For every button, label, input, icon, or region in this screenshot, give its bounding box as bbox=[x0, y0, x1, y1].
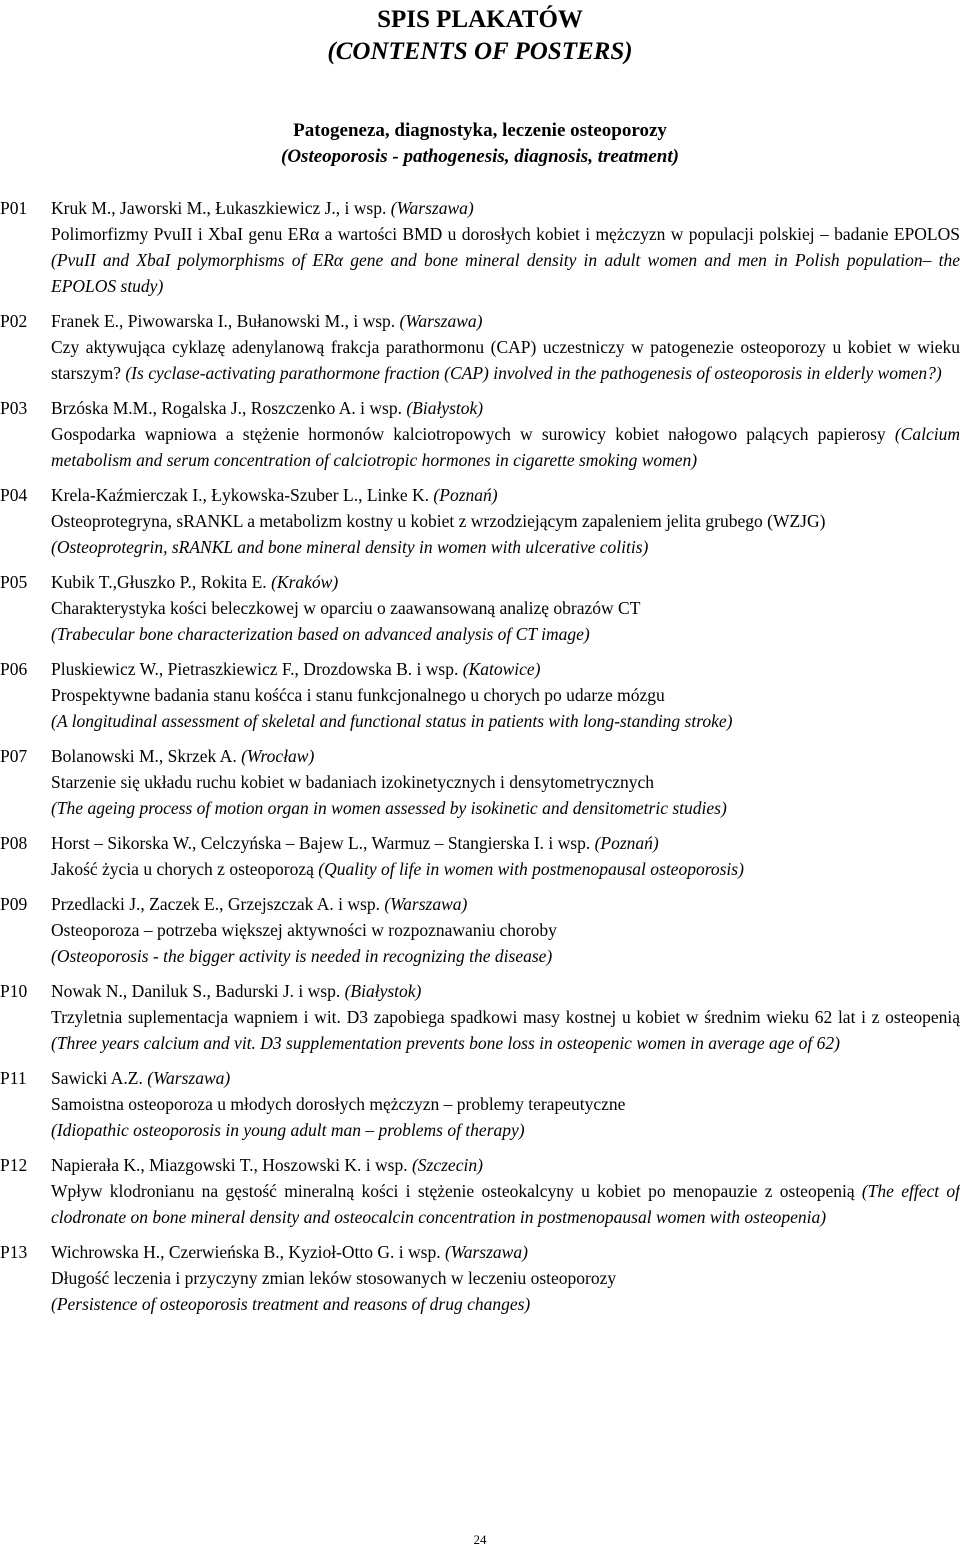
poster-title-pl: Starzenie się układu ruchu kobiet w badaniach izokinetycznych i densytometrycznych bbox=[51, 772, 655, 792]
poster-title-en: (Osteoporosis - the bigger activity is needed in recognizing the disease) bbox=[51, 946, 553, 966]
poster-body bbox=[51, 830, 960, 882]
poster-city: (Białystok) bbox=[344, 981, 422, 1001]
poster-title-en: (Is cyclase-activating parathormone fraction (CAP) involved in the pathogenesis of osteoporosis in elderly women?) bbox=[125, 363, 942, 383]
poster-body bbox=[51, 1152, 960, 1230]
poster-number: P06 bbox=[0, 659, 28, 679]
poster-city: (Białystok) bbox=[406, 398, 484, 418]
poster-number: P10 bbox=[0, 981, 28, 1001]
poster-authors: Sawicki A.Z. bbox=[51, 1068, 143, 1088]
poster-title-pl: Jakość życia u chorych z osteoporozą bbox=[51, 859, 314, 879]
section-title-en: (Osteoporosis - pathogenesis, diagnosis, treatment) bbox=[281, 146, 679, 167]
poster-title-en: (The effect of clodronate on bone mineral density and osteocalcin concentration in postmenopausal women with osteopenia) bbox=[51, 1181, 960, 1227]
poster-entry bbox=[0, 1239, 960, 1317]
poster-entry bbox=[0, 978, 960, 1056]
poster-number: P03 bbox=[0, 398, 28, 418]
poster-title-en: (Persistence of osteoporosis treatment and reasons of drug changes) bbox=[51, 1294, 531, 1314]
page-title: SPIS PLAKATÓW bbox=[377, 6, 583, 33]
poster-body bbox=[51, 743, 960, 821]
poster-title-en: (Osteoprotegrin, sRANKL and bone mineral density in women with ulcerative colitis) bbox=[51, 537, 649, 557]
poster-list bbox=[0, 195, 960, 1326]
poster-city: (Warszawa) bbox=[384, 894, 468, 914]
poster-city: (Warszawa) bbox=[399, 311, 483, 331]
poster-entry bbox=[0, 743, 960, 821]
poster-title-pl: Trzyletnia suplementacja wapniem i wit. D3 zapobiega spadkowi masy kostnej u kobiet w średnim wieku 62 lat i z osteopenią bbox=[51, 1007, 960, 1027]
poster-number: P02 bbox=[0, 311, 28, 331]
poster-entry bbox=[0, 830, 960, 882]
poster-city: (Wrocław) bbox=[241, 746, 315, 766]
poster-title-en: (Three years calcium and vit. D3 supplementation prevents bone loss in osteopenic women in average age of 62) bbox=[51, 1033, 840, 1053]
poster-body bbox=[51, 569, 960, 647]
poster-entry bbox=[0, 1065, 960, 1143]
poster-number: P09 bbox=[0, 894, 28, 914]
poster-entry bbox=[0, 891, 960, 969]
poster-authors: Kubik T.,Głuszko P., Rokita E. bbox=[51, 572, 267, 592]
poster-title-pl: Długość leczenia i przyczyny zmian leków stosowanych w leczeniu osteoporozy bbox=[51, 1268, 617, 1288]
poster-number: P11 bbox=[0, 1068, 27, 1088]
poster-entry bbox=[0, 656, 960, 734]
section-title-pl: Patogeneza, diagnostyka, leczenie osteoporozy bbox=[293, 120, 667, 141]
poster-title-en: (Trabecular bone characterization based on advanced analysis of CT image) bbox=[51, 624, 590, 644]
poster-authors: Franek E., Piwowarska I., Bułanowski M., i wsp. bbox=[51, 311, 396, 331]
poster-title-en: (PvuII and XbaI polymorphisms of ERα gene and bone mineral density in adult women and men in Polish population– the EPOLOS study) bbox=[51, 250, 960, 296]
poster-number: P08 bbox=[0, 833, 28, 853]
poster-entry bbox=[0, 482, 960, 560]
poster-authors: Bolanowski M., Skrzek A. bbox=[51, 746, 237, 766]
poster-entry bbox=[0, 195, 960, 299]
poster-title-pl: Gospodarka wapniowa a stężenie hormonów kalciotropowych w surowicy kobiet nałogowo palących papierosy bbox=[51, 424, 886, 444]
poster-entry bbox=[0, 395, 960, 473]
poster-entry bbox=[0, 569, 960, 647]
poster-title-pl: Czy aktywująca cyklazę adenylanową frakcja parathormonu (CAP) uczestniczy w patogenezie osteoporozy u kobiet w wieku starszym? bbox=[51, 337, 960, 383]
poster-city: (Szczecin) bbox=[411, 1155, 483, 1175]
poster-authors: Brzóska M.M., Rogalska J., Roszczenko A. i wsp. bbox=[51, 398, 402, 418]
poster-authors: Horst – Sikorska W., Celczyńska – Bajew L., Warmuz – Stangierska I. i wsp. bbox=[51, 833, 591, 853]
poster-city: (Warszawa) bbox=[147, 1068, 231, 1088]
poster-city: (Warszawa) bbox=[444, 1242, 528, 1262]
poster-authors: Pluskiewicz W., Pietraszkiewicz F., Drozdowska B. i wsp. bbox=[51, 659, 459, 679]
poster-body bbox=[51, 195, 960, 299]
poster-title-pl: Osteoporoza – potrzeba większej aktywności w rozpoznawaniu choroby bbox=[51, 920, 557, 940]
poster-body bbox=[51, 308, 960, 386]
poster-body bbox=[51, 482, 960, 560]
poster-title-pl: Wpływ klodronianu na gęstość mineralną kości i stężenie osteokalcyny u kobiet po menopauzie z osteopenią bbox=[51, 1181, 855, 1201]
poster-number: P05 bbox=[0, 572, 28, 592]
poster-entry bbox=[0, 308, 960, 386]
poster-number: P13 bbox=[0, 1242, 28, 1262]
poster-body bbox=[51, 656, 960, 734]
poster-title-en: (A longitudinal assessment of skeletal and functional status in patients with long-standing stroke) bbox=[51, 711, 733, 731]
poster-authors: Napierała K., Miazgowski T., Hoszowski K. i wsp. bbox=[51, 1155, 408, 1175]
poster-city: (Katowice) bbox=[462, 659, 541, 679]
poster-title-pl: Samoistna osteoporoza u młodych dorosłych mężczyzn – problemy terapeutyczne bbox=[51, 1094, 626, 1114]
poster-title-pl: Polimorfizmy PvuII i XbaI genu ERα a wartości BMD u dorosłych kobiet i mężczyzn w populacji polskiej – badanie EPOLOS bbox=[51, 224, 960, 244]
poster-number: P04 bbox=[0, 485, 28, 505]
poster-title-en: (Calcium metabolism and serum concentration of calciotropic hormones in cigarette smoking women) bbox=[51, 424, 960, 470]
poster-body bbox=[51, 395, 960, 473]
poster-entry bbox=[0, 1152, 960, 1230]
poster-body bbox=[51, 1239, 960, 1317]
poster-city: (Poznań) bbox=[433, 485, 498, 505]
poster-title-pl: Prospektywne badania stanu kośćca i stanu funkcjonalnego u chorych po udarze mózgu bbox=[51, 685, 665, 705]
poster-body bbox=[51, 1065, 960, 1143]
poster-authors: Krela-Kaźmierczak I., Łykowska-Szuber L., Linke K. bbox=[51, 485, 430, 505]
poster-city: (Poznań) bbox=[594, 833, 659, 853]
poster-city: (Kraków) bbox=[271, 572, 339, 592]
poster-authors: Wichrowska H., Czerwieńska B., Kyzioł-Otto G. i wsp. bbox=[51, 1242, 441, 1262]
poster-title-pl: Osteoprotegryna, sRANKL a metabolizm kostny u kobiet z wrzodziejącym zapaleniem jelita grubego (WZJG) bbox=[51, 511, 826, 531]
poster-title-en: (Idiopathic osteoporosis in young adult man – problems of therapy) bbox=[51, 1120, 525, 1140]
poster-title-pl: Charakterystyka kości beleczkowej w oparciu o zaawansowaną analizę obrazów CT bbox=[51, 598, 641, 618]
poster-number: P01 bbox=[0, 198, 28, 218]
poster-authors: Nowak N., Daniluk S., Badurski J. i wsp. bbox=[51, 981, 341, 1001]
poster-number: P07 bbox=[0, 746, 28, 766]
page-subtitle: (CONTENTS OF POSTERS) bbox=[327, 38, 633, 65]
poster-title-en: (The ageing process of motion organ in women assessed by isokinetic and densitometric studies) bbox=[51, 798, 727, 818]
poster-number: P12 bbox=[0, 1155, 28, 1175]
poster-title-en: (Quality of life in women with postmenopausal osteoporosis) bbox=[318, 859, 744, 879]
poster-authors: Przedlacki J., Zaczek E., Grzejszczak A. i wsp. bbox=[51, 894, 380, 914]
poster-authors: Kruk M., Jaworski M., Łukaszkiewicz J., i wsp. bbox=[51, 198, 387, 218]
poster-city: (Warszawa) bbox=[390, 198, 474, 218]
poster-body bbox=[51, 978, 960, 1056]
page-number: 24 bbox=[473, 1532, 487, 1547]
poster-body bbox=[51, 891, 960, 969]
